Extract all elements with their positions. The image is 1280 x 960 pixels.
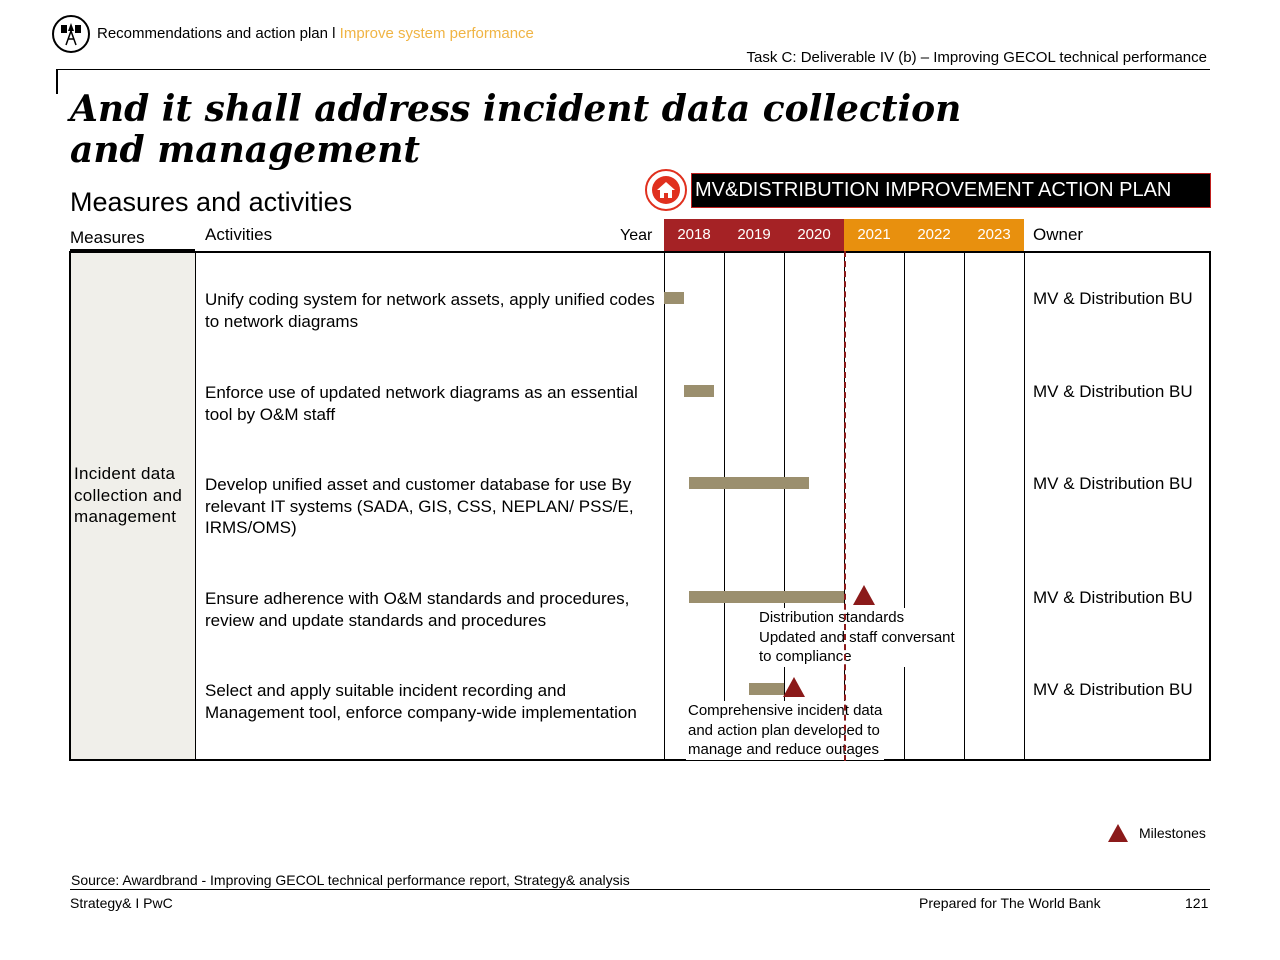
activity-bar-1 — [664, 292, 684, 304]
milestone-note-line: manage and reduce outages — [688, 741, 879, 758]
activity-1: Unify coding system for network assets, apply unified codes to network diagrams — [205, 290, 655, 331]
divider-measures — [195, 251, 196, 761]
footer-rule — [70, 889, 1210, 890]
footer-brand: Strategy& I PwC — [70, 895, 173, 911]
current-date-marker — [844, 251, 846, 761]
year-gridline — [904, 251, 905, 761]
owner-2: MV & Distribution BU — [1033, 382, 1193, 401]
year-header-2022: 2022 — [904, 219, 964, 251]
milestone-note-line: Updated and staff conversant — [759, 628, 955, 646]
breadcrumb — [97, 25, 534, 42]
header-rule — [56, 69, 1210, 70]
year-gridline — [664, 251, 665, 761]
owner-1: MV & Distribution BU — [1033, 289, 1193, 308]
activity-bar-2 — [684, 385, 714, 397]
footer-prepared-for: Prepared for The World Bank — [919, 895, 1101, 911]
year-gridline — [724, 251, 725, 761]
year-header-2021: 2021 — [844, 219, 904, 251]
breadcrumb-highlight: Improve system performance — [339, 25, 534, 42]
page-number: 121 — [1185, 895, 1209, 911]
milestone-note-line: and action plan developed to — [688, 721, 880, 739]
milestone-icon — [783, 677, 805, 702]
activity-bar-3 — [689, 477, 809, 489]
milestone-note-line: Distribution standards — [759, 609, 905, 626]
source-note: Source: Awardbrand - Improving GECOL technical performance report, Strategy& analysis — [71, 872, 630, 888]
milestone-legend-label: Milestones — [1139, 825, 1206, 841]
activity-bar-4 — [689, 591, 844, 603]
task-label: Task C: Deliverable IV (b) – Improving GECOL technical performance — [746, 49, 1207, 66]
milestone-legend-icon — [1108, 824, 1128, 847]
col-header-activities: Activities — [205, 225, 273, 244]
activity-bar-5 — [749, 683, 784, 695]
year-gridline — [1024, 251, 1025, 761]
page-title: And it shall address incident data collection and management — [70, 88, 962, 171]
year-header-2023: 2023 — [964, 219, 1024, 251]
milestone-note-5 — [686, 701, 884, 760]
owner-3: MV & Distribution BU — [1033, 474, 1193, 493]
breadcrumb-section: Recommendations and action plan l — [97, 25, 336, 42]
milestone-note-line: Comprehensive incident data — [688, 702, 883, 719]
year-header-2020: 2020 — [784, 219, 844, 251]
year-header-2018: 2018 — [664, 219, 724, 251]
page-subtitle: Measures and activities — [70, 187, 353, 217]
col-header-measures: Measures — [70, 228, 145, 247]
header-rule-tick — [56, 69, 58, 94]
measure-label: Incident data collection and management — [74, 464, 183, 526]
activity-3: Develop unified asset and customer database for use By relevant IT systems (SADA, GIS, CSS, NEPLAN/ PSS/E, IRMS/OMS) — [205, 475, 634, 537]
year-header-2019: 2019 — [724, 219, 784, 251]
logo-icon — [52, 15, 90, 53]
milestone-icon — [853, 585, 875, 610]
activity-4: Ensure adherence with O&M standards and procedures, review and update standards and procedures — [205, 589, 630, 630]
home-icon — [652, 176, 680, 204]
col-header-owner: Owner — [1033, 225, 1084, 244]
owner-5: MV & Distribution BU — [1033, 680, 1193, 699]
milestone-note-line: to compliance — [759, 648, 852, 665]
col-header-year: Year — [620, 227, 653, 244]
action-plan-banner: MV&DISTRIBUTION IMPROVEMENT ACTION PLAN — [691, 173, 1211, 208]
owner-4: MV & Distribution BU — [1033, 588, 1193, 607]
activity-2: Enforce use of updated network diagrams as an essential tool by O&M staff — [205, 383, 638, 424]
milestone-note-4 — [757, 608, 957, 667]
activity-5: Select and apply suitable incident recording and Management tool, enforce company-wide implementation — [205, 681, 637, 722]
year-gridline — [964, 251, 965, 761]
